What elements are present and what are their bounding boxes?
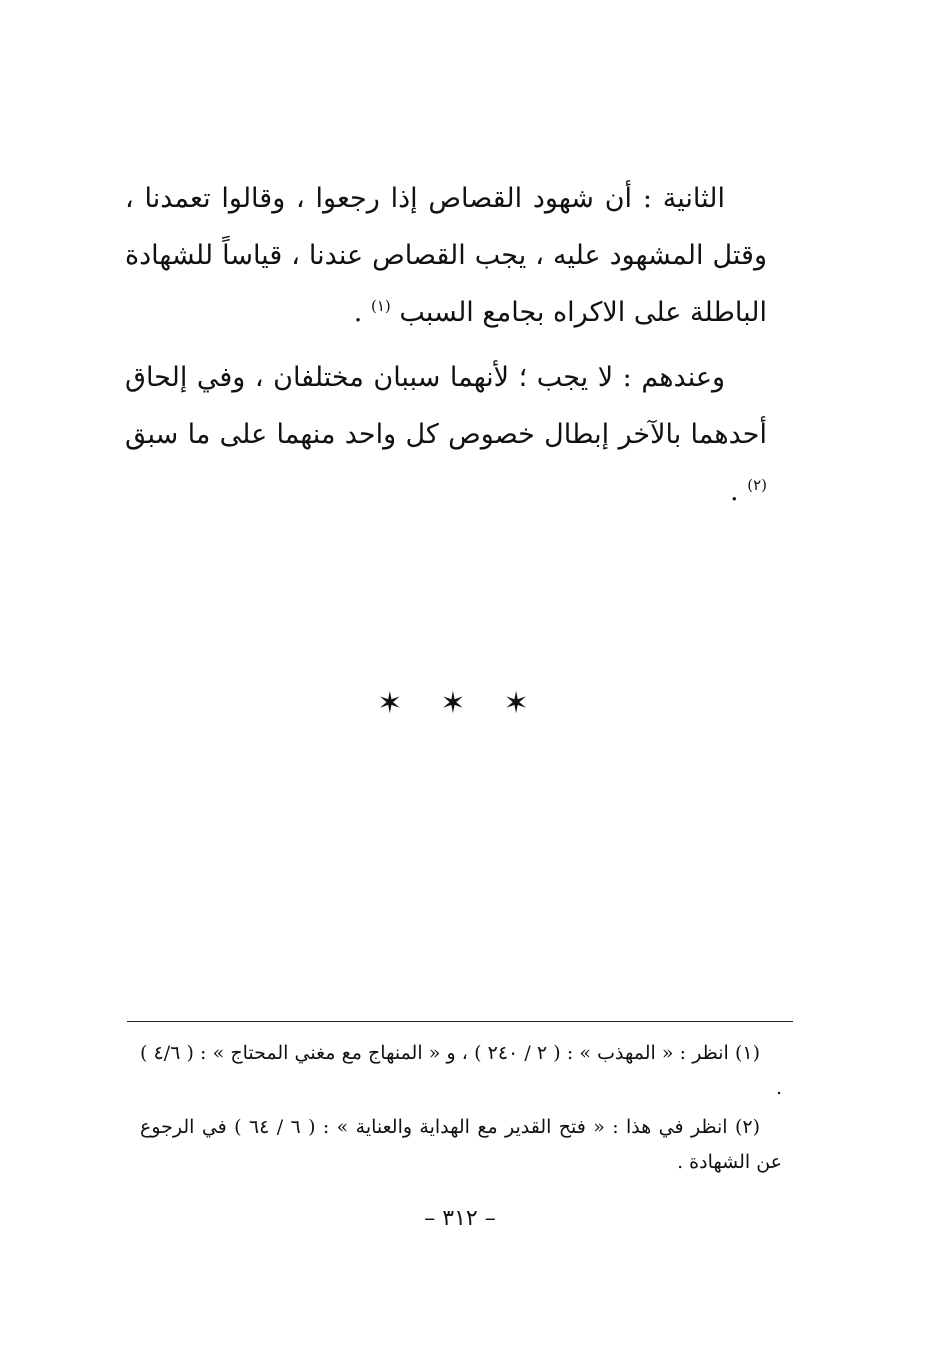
footnote-2: (٢) انظر في هذا : « فتح القدير مع الهداية والعناية » : ( ٦ / ٦٤ ) في الرجوع عن الشهادة . [140, 1116, 782, 1173]
paragraph-1-end: . [353, 297, 371, 328]
paragraph-2-text: وعندهم : لا يجب ؛ لأنهما سببان مختلفان ، وفي إلحاق أحدهما بالآخر إبطال خصوص كل واحد منهما على ما سبق [125, 362, 767, 450]
footnote-1: (١) انظر : « المهذب » : ( ٢ / ٢٤٠ ) ، و « المنهاج مع مغني المحتاج » : ( ٤/٦ ) . [140, 1042, 782, 1099]
footnote-ref-1[interactable]: (١) [370, 297, 391, 315]
paragraph-2 [125, 349, 767, 520]
page-number: – ٣١٢ – [424, 1206, 496, 1231]
main-text [125, 170, 767, 520]
footnotes [140, 1036, 782, 1180]
paragraph-1 [125, 170, 767, 341]
footnote-divider [127, 1021, 793, 1022]
section-separator-stars: ✶✶✶ [377, 686, 567, 721]
paragraph-1-text: الثانية : أن شهود القصاص إذا رجعوا ، وقالوا تعمدنا ، وقتل المشهود عليه ، يجب القصاص عندنا ، قياساً للشهادة الباطلة على الاكراه بجامع السبب [125, 183, 767, 328]
paragraph-2-end: . [730, 476, 748, 507]
footnote-ref-2[interactable]: (٢) [747, 476, 767, 494]
